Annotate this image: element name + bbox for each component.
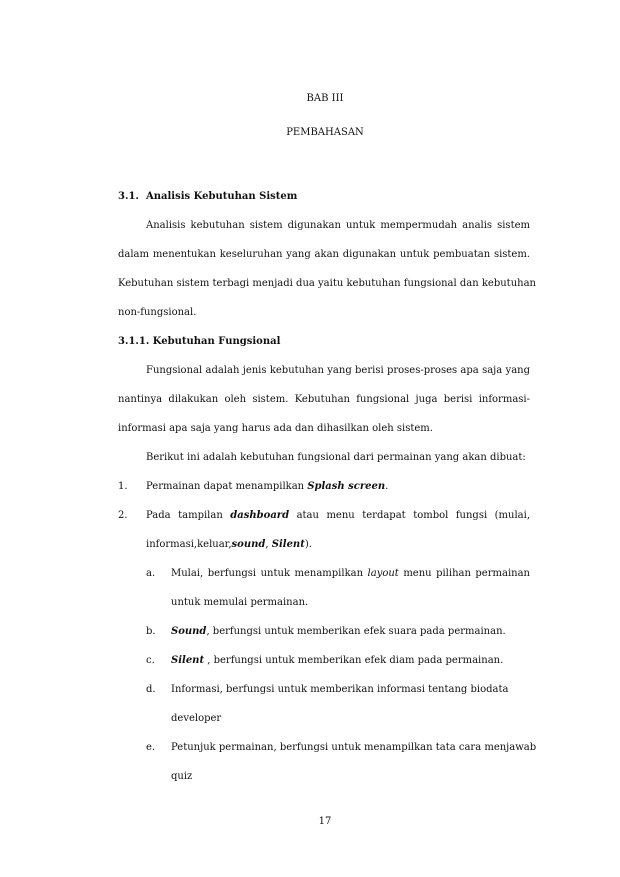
sublist-item — [171, 654, 503, 667]
sublist-item — [171, 567, 530, 580]
list-text: , berfungsi untuk memberikan efek suara pada permainan. — [206, 626, 506, 637]
chapter-title: PEMBAHASAN — [286, 127, 364, 138]
list-emphasis: sound — [231, 539, 266, 550]
sublist-letter: e. — [146, 742, 156, 753]
page-number: 17 — [318, 816, 332, 827]
paragraph-line: Kebutuhan sistem terbagi menjadi dua yaitu kebutuhan fungsional dan kebutuhan — [118, 278, 536, 289]
sublist-item: untuk memulai permainan. — [171, 597, 309, 608]
list-text: Mulai, berfungsi untuk menampilkan — [171, 568, 368, 579]
list-emphasis: Silent — [271, 539, 305, 550]
list-text: , — [265, 539, 272, 550]
list-emphasis: dashboard — [230, 510, 290, 521]
paragraph-line: non-fungsional. — [118, 307, 197, 318]
sublist-item: quiz — [171, 771, 193, 782]
list-text: informasi,keluar, — [146, 539, 232, 550]
sublist-item — [171, 625, 506, 638]
list-text: Pada tampilan — [146, 510, 231, 521]
list-item — [146, 509, 530, 522]
sublist-letter: b. — [146, 626, 156, 637]
paragraph-line: nantinya dilakukan oleh sistem. Kebutuhan fungsional juga berisi informasi- — [118, 394, 530, 405]
paragraph-line: Analisis kebutuhan sistem digunakan untuk mempermudah analis sistem — [146, 220, 530, 231]
paragraph-line: Fungsional adalah jenis kebutuhan yang berisi proses-proses apa saja yang — [146, 365, 530, 376]
list-emphasis: Sound — [171, 626, 207, 637]
paragraph-line: Berikut ini adalah kebutuhan fungsional dari permainan yang akan dibuat: — [146, 452, 526, 463]
list-text: Permainan dapat menampilkan — [146, 481, 308, 492]
list-text: menu pilihan permainan — [398, 568, 530, 579]
list-text: ). — [304, 539, 312, 550]
section-heading: Analisis Kebutuhan Sistem — [146, 191, 298, 202]
list-item — [146, 538, 312, 551]
paragraph-line: informasi apa saja yang harus ada dan dihasilkan oleh sistem. — [118, 423, 433, 434]
sublist-item: Informasi, berfungsi untuk memberikan informasi tentang biodata — [171, 684, 509, 695]
chapter-label: BAB III — [306, 93, 344, 104]
subsection-heading: 3.1.1. Kebutuhan Fungsional — [118, 336, 281, 347]
list-number: 2. — [118, 510, 128, 521]
sublist-item: Petunjuk permainan, berfungsi untuk menampilkan tata cara menjawab — [171, 742, 537, 753]
list-text: atau menu terdapat tombol fungsi (mulai, — [289, 510, 531, 521]
list-number: 1. — [118, 481, 128, 492]
sublist-letter: a. — [146, 568, 156, 579]
sublist-item: developer — [171, 713, 222, 724]
list-text: , berfungsi untuk memberikan efek diam pada permainan. — [204, 655, 504, 666]
sublist-letter: d. — [146, 684, 156, 695]
list-emphasis: Silent — [171, 655, 205, 666]
list-text: . — [385, 481, 389, 492]
sublist-letter: c. — [146, 655, 155, 666]
section-number: 3.1. — [118, 191, 139, 202]
paragraph-line: dalam menentukan keseluruhan yang akan digunakan untuk pembuatan sistem. — [118, 249, 530, 260]
list-emphasis: layout — [367, 568, 399, 579]
list-item — [146, 480, 388, 493]
list-emphasis: Splash screen — [307, 481, 386, 492]
